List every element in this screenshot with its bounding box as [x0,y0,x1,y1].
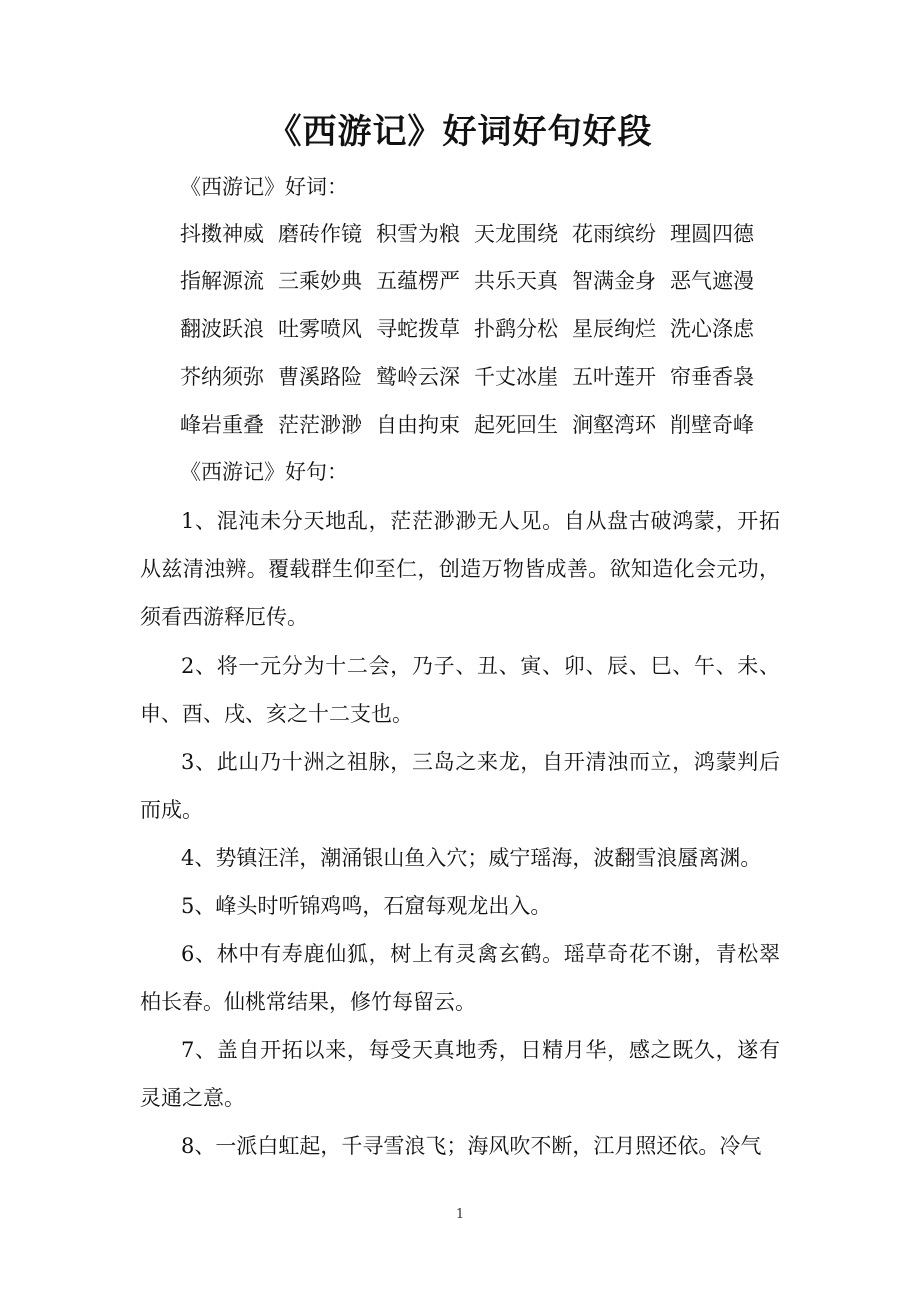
word-item: 理圆四德 [670,222,754,246]
word-item: 积雪为粮 [376,222,460,246]
words-section-label: 《西游记》好词： [180,175,348,199]
word-item: 千丈冰崖 [474,365,558,389]
word-item: 五叶莲开 [572,365,656,389]
word-item: 五蕴楞严 [376,269,460,293]
word-item: 帘垂香袅 [670,365,754,389]
word-row [180,313,820,345]
word-item: 三乘妙典 [278,269,362,293]
page-number: 1 [455,1207,465,1222]
word-item: 共乐天真 [474,269,558,293]
sentence-paragraph: 2、将一元分为十二会，乃子、丑、寅、卯、辰、巳、午、未、申、酉、戌、亥之十二支也。 [140,654,780,726]
word-item: 吐雾喷风 [278,317,362,341]
word-item: 磨砖作镜 [278,222,362,246]
word-row [180,361,820,393]
word-item: 曹溪路险 [278,365,362,389]
word-item: 星辰绚烂 [572,317,656,341]
word-item: 花雨缤纷 [572,222,656,246]
word-row [180,218,820,250]
word-item: 起死回生 [474,413,558,437]
word-item: 峰岩重叠 [180,413,264,437]
word-row [180,409,820,441]
word-item: 自由拘束 [376,413,460,437]
sentence-paragraph: 3、此山乃十洲之祖脉，三岛之来龙，自开清浊而立，鸿蒙判后而成。 [140,750,780,822]
word-row [180,265,820,297]
word-item: 鹫岭云深 [376,365,460,389]
sentence-paragraph: 5、峰头时听锦鸡鸣，石窟每观龙出入。 [181,894,552,918]
document-title: 《西游记》好词好句好段 [267,112,653,152]
word-item: 茫茫渺渺 [278,413,362,437]
sentences-section-label: 《西游记》好句： [180,460,348,484]
word-item: 寻蛇拨草 [376,317,460,341]
sentence-paragraph: 6、林中有寿鹿仙狐，树上有灵禽玄鹤。瑶草奇花不谢，青松翠柏长春。仙桃常结果，修竹每留云。 [140,942,780,1014]
word-item: 智满金身 [572,269,656,293]
word-item: 翻波跃浪 [180,317,264,341]
word-item: 指解源流 [180,269,264,293]
sentence-paragraph: 1、混沌未分天地乱，茫茫渺渺无人见。自从盘古破鸿蒙，开拓从兹清浊辨。覆载群生仰至仁，创造万物皆成善。欲知造化会元功，须看西游释厄传。 [140,509,780,629]
sentence-paragraph: 4、势镇汪洋，潮涌银山鱼入穴；威宁瑶海，波翻雪浪蜃离渊。 [181,846,762,870]
word-item: 削壁奇峰 [670,413,754,437]
word-item: 洗心涤虑 [670,317,754,341]
word-item: 扑鹞分松 [474,317,558,341]
word-item: 涧壑湾环 [572,413,656,437]
word-item: 恶气遮漫 [670,269,754,293]
word-item: 天龙围绕 [474,222,558,246]
word-item: 抖擞神威 [180,222,264,246]
word-item: 芥纳须弥 [180,365,264,389]
sentence-paragraph: 8、一派白虹起，千寻雪浪飞；海风吹不断，江月照还依。冷气 [181,1134,762,1158]
sentence-paragraph: 7、盖自开拓以来，每受天真地秀，日精月华，感之既久，遂有灵通之意。 [140,1038,780,1110]
